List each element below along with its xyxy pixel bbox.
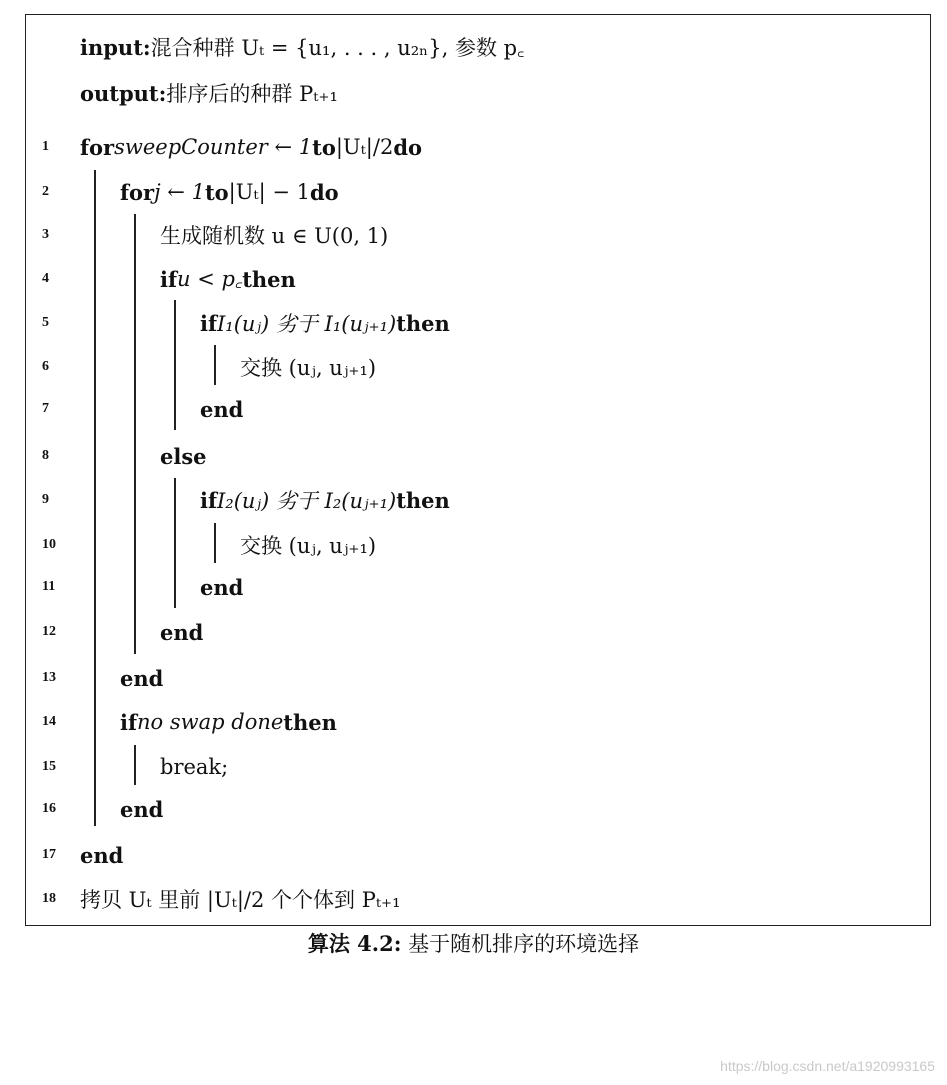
keyword: then	[396, 487, 450, 513]
line-number: 15	[42, 759, 56, 774]
line-number: 10	[42, 537, 56, 552]
input-text: 混合种群 Uₜ = {u₁, . . . , u₂ₙ}, 参数 p꜀	[150, 36, 525, 60]
line-number: 5	[42, 315, 49, 330]
algo-line-9	[0, 483, 947, 517]
code-text: sweepCounter ← 1	[114, 135, 313, 159]
keyword: do	[393, 134, 423, 160]
code-text: I₂(uⱼ) 劣于 I₂(uⱼ₊₁)	[217, 489, 397, 513]
code-text: 交换 (uⱼ, uⱼ₊₁)	[240, 356, 377, 380]
code-text: j ← 1	[154, 180, 205, 204]
output-text: 排序后的种群 Pₜ₊₁	[166, 82, 338, 106]
keyword: then	[242, 266, 296, 292]
keyword: else	[160, 443, 207, 469]
algo-line-5	[0, 306, 947, 340]
code-text: 交换 (uⱼ, uⱼ₊₁)	[240, 534, 377, 558]
algo-line-12	[0, 615, 947, 649]
code-text: 生成随机数 u ∈ U(0, 1)	[160, 224, 389, 248]
line-number: 9	[42, 492, 49, 507]
algo-line-1	[0, 130, 947, 164]
algo-line-10	[0, 528, 947, 562]
scope-bar-swap-2	[214, 523, 216, 563]
line-number: 8	[42, 448, 49, 463]
scope-bar-swap-1	[214, 345, 216, 385]
output-row	[80, 76, 338, 110]
algo-line-8	[0, 439, 947, 473]
algo-line-17	[0, 838, 947, 872]
code-text: I₁(uⱼ) 劣于 I₁(uⱼ₊₁)	[217, 312, 397, 336]
keyword: end	[120, 665, 164, 691]
algo-line-14	[0, 705, 947, 739]
line-number: 18	[42, 891, 56, 906]
keyword: to	[312, 134, 336, 160]
output-label: output:	[80, 80, 167, 106]
scope-bar-else	[174, 478, 176, 608]
keyword: end	[200, 574, 244, 600]
code-text: u < p꜀	[177, 267, 243, 291]
keyword: to	[204, 179, 229, 205]
input-row	[80, 30, 524, 64]
algorithm-caption	[0, 928, 947, 958]
keyword: for	[80, 134, 115, 160]
scope-bar-break	[134, 745, 136, 785]
line-number: 2	[42, 184, 49, 199]
algo-line-13	[0, 661, 947, 695]
keyword: for	[120, 179, 155, 205]
line-number: 11	[42, 579, 56, 594]
algo-line-7	[0, 392, 947, 426]
input-sep: :	[142, 34, 151, 60]
algo-line-16	[0, 792, 947, 826]
keyword: do	[310, 179, 339, 205]
code-text: |Uₜ| − 1	[228, 180, 310, 204]
code-text: 拷贝 Uₜ 里前 |Uₜ|/2 个个体到 Pₜ₊₁	[80, 888, 401, 912]
scope-bar-for-inner	[134, 214, 136, 654]
keyword: then	[396, 310, 450, 336]
line-number: 13	[42, 670, 56, 685]
keyword: end	[120, 796, 164, 822]
scope-bar-for-outer	[94, 170, 96, 826]
line-number: 1	[42, 139, 49, 154]
caption-text: 基于随机排序的环境选择	[401, 932, 640, 956]
line-number: 7	[42, 401, 49, 416]
line-number: 16	[42, 801, 56, 816]
line-number: 14	[42, 714, 56, 729]
algo-line-4	[0, 262, 947, 296]
line-number: 3	[42, 227, 49, 242]
algo-line-6	[0, 350, 947, 384]
line-number: 6	[42, 359, 49, 374]
keyword: if	[120, 709, 138, 735]
algo-line-15	[0, 750, 947, 784]
algo-line-3	[0, 218, 947, 252]
algo-line-2	[0, 175, 947, 209]
keyword: then	[283, 709, 337, 735]
caption-label: 算法 4.2:	[307, 931, 402, 956]
algo-line-18	[0, 882, 947, 916]
line-number: 4	[42, 271, 49, 286]
keyword: end	[160, 619, 204, 645]
keyword: if	[160, 266, 178, 292]
keyword: if	[200, 487, 218, 513]
keyword: end	[80, 842, 124, 868]
input-label: input	[80, 34, 143, 60]
scope-bar-if-then	[174, 300, 176, 430]
code-text: no swap done	[137, 710, 284, 734]
watermark: https://blog.csdn.net/a1920993165	[720, 1058, 935, 1074]
code-text: break;	[160, 755, 229, 779]
algo-line-11	[0, 570, 947, 604]
line-number: 17	[42, 847, 56, 862]
keyword: end	[200, 396, 244, 422]
keyword: if	[200, 310, 218, 336]
line-number: 12	[42, 624, 56, 639]
code-text: |Uₜ|/2	[335, 135, 394, 159]
